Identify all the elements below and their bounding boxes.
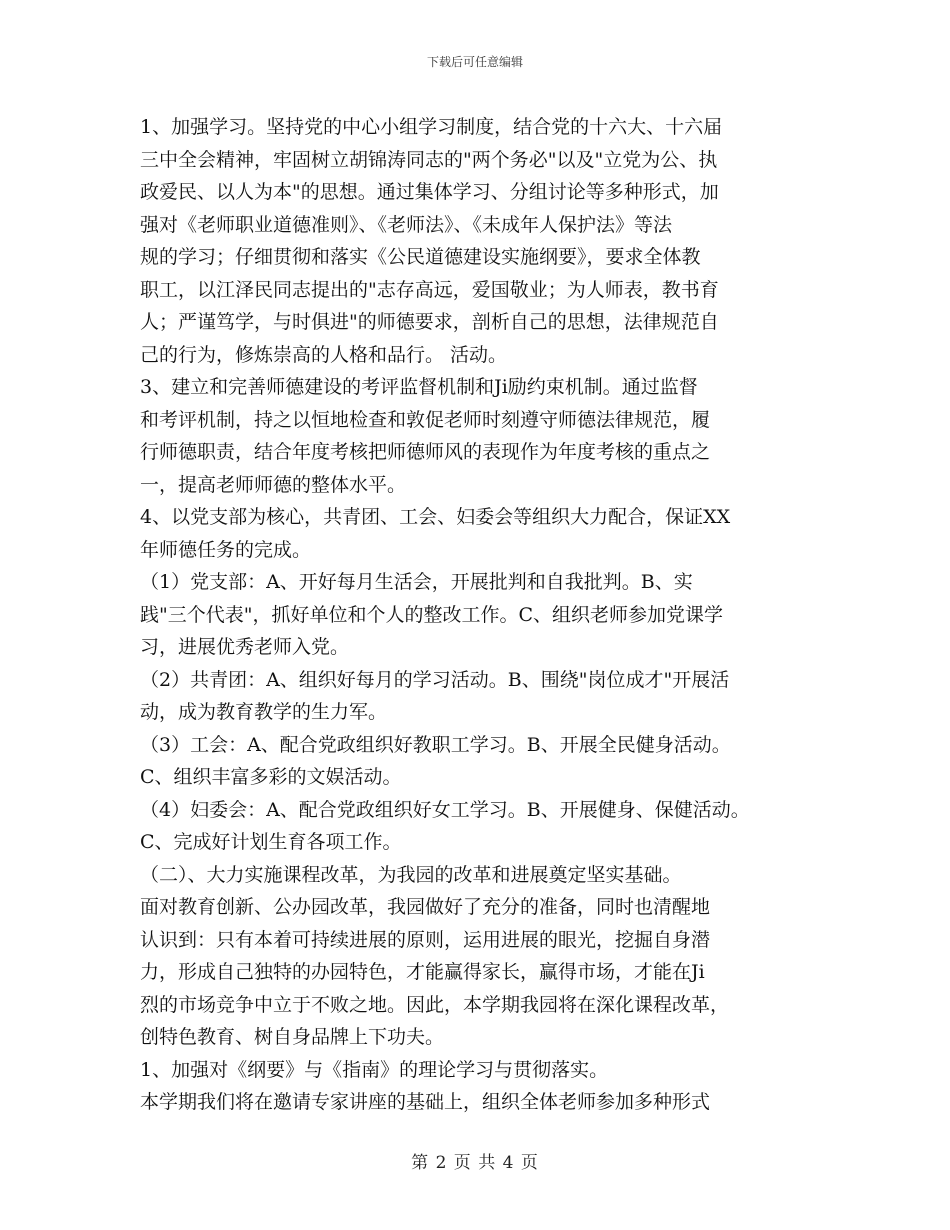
- page-number: 第 2 页 共 4 页: [411, 1153, 539, 1173]
- paragraph: 1、加强学习。坚持党的中心小组学习制度，结合党的十六大、十六届 三中全会精神，牢固树立胡锦涛同志的"两个务必"以及"立党为公、执 政爱民、以人为本"的思想。通过集体学习、分组讨论等多种形式，加 强对《老师职业道德准则》、《老师法》、《未成年人保护法》等法 规的学习；仔细贯彻和落实《公民道德建设实施纲要》，要求全体教 职工，以江泽民同志提出的"志存高远，爱国敬业；为人师表，教书育 人；严谨笃学，与时俱进"的师德要求，剖析自己的思想，法律规范自 己的行为，修炼崇高的人格和品行。 活动。: [140, 116, 723, 366]
- page-header: 下载后可任意编辑: [426, 55, 523, 69]
- paragraph: （4）妇委会：A、配合党政组织好女工学习。B、开展健身、保健活动。 C、完成好计划生育各项工作。: [140, 798, 750, 853]
- paragraph: 本学期我们将在邀请专家讲座的基础上，组织全体老师参加多种形式: [140, 1091, 711, 1113]
- section-heading: （二）、大力实施课程改革，为我园的改革和进展奠定坚实基础。: [140, 863, 682, 886]
- paragraph: （2）共青团：A、组织好每月的学习活动。B、围绕"岗位成才"开展活 动，成为教育教学的生力军。: [140, 668, 730, 723]
- paragraph: （3）工会：A、配合党政组织好教职工学习。B、开展全民健身活动。 C、组织丰富多彩的文娱活动。: [140, 733, 731, 788]
- document-body: [140, 111, 830, 1119]
- paragraph: 4、以党支部为核心，共青团、工会、妇委会等组织大力配合，保证XX 年师德任务的完成。: [140, 506, 731, 561]
- paragraph: 3、建立和完善师德建设的考评监督机制和Ji励约束机制。通过监督 和考评机制，持之以恒地检查和敦促老师时刻遵守师德法律规范，履 行师德职责，结合年度考核把师德师风的表现作为年度考核的重点之 一，提高老师师德的整体水平。: [140, 376, 711, 496]
- paragraph: （1）党支部：A、开好每月生活会，开展批判和自我批判。B、实 践"三个代表"，抓好单位和个人的整改工作。C、组织老师参加党课学 习，进展优秀老师入党。: [140, 571, 724, 658]
- paragraph: 面对教育创新、公办园改革，我园做好了充分的准备，同时也清醒地 认识到：只有本着可持续进展的原则，运用进展的眼光，挖掘自身潜 力，形成自己独特的办园特色，才能赢得家长，赢得市场，才能在Ji 烈的市场竞争中立于不败之地。因此，本学期我园将在深化课程改革， 创特色教育、树自身品牌上下功夫。: [140, 896, 730, 1048]
- paragraph: 1、加强对《纲要》与《指南》的理论学习与贯彻落实。: [140, 1058, 609, 1081]
